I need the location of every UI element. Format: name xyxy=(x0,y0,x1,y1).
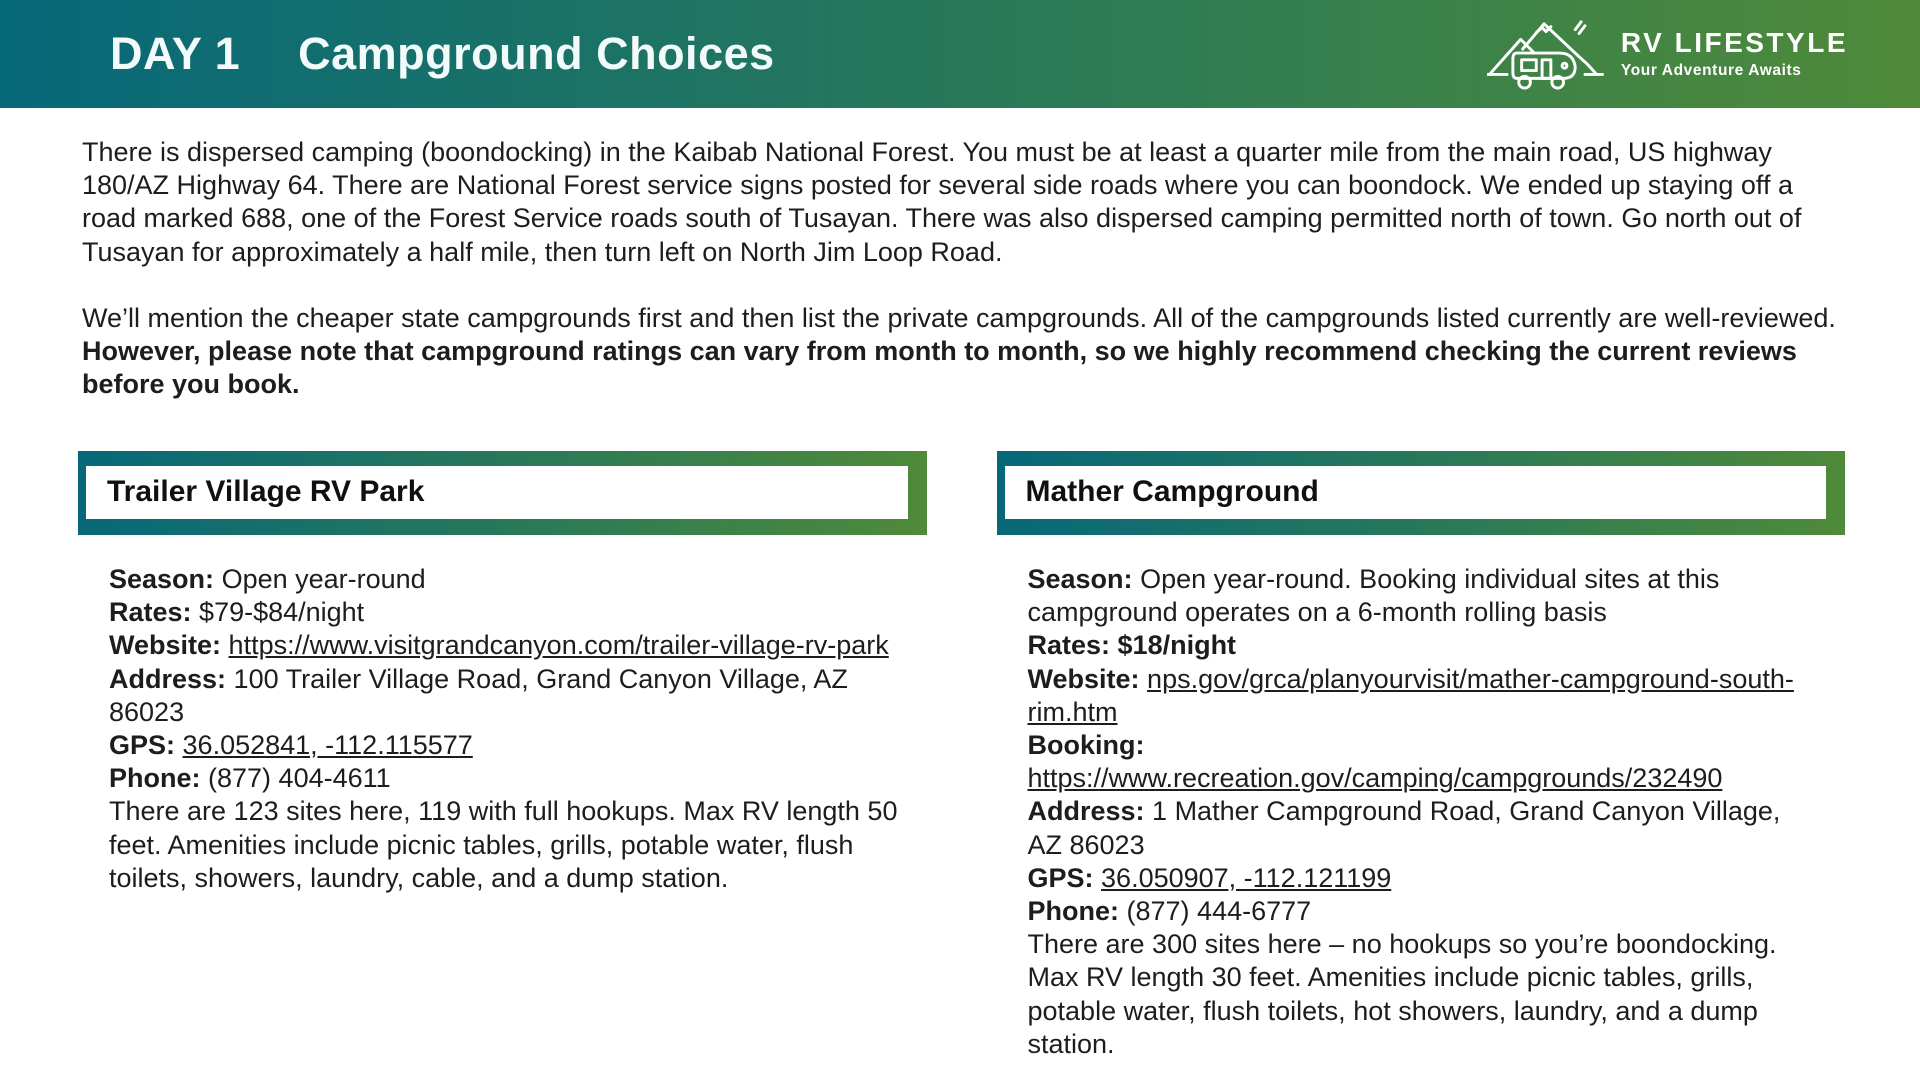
card-description: There are 300 sites here – no hookups so you’re boondocking. Max RV length 30 feet. Amenities include picnic tables, grills, potable water, flush toilets, hot showers, laundry, and a dump station. xyxy=(1027,929,1777,1059)
address-label: Address: xyxy=(109,663,227,694)
gps-label: GPS: xyxy=(1027,862,1094,893)
phone-line xyxy=(1028,895,1818,928)
season-line xyxy=(1028,563,1818,629)
address-line xyxy=(1028,795,1818,861)
phone-label: Phone: xyxy=(109,763,201,794)
website-link[interactable]: nps.gov/grca/planyourvisit/mather-campground-south-rim.htm xyxy=(1027,663,1794,727)
gps-link[interactable]: 36.050907, -112.121199 xyxy=(1101,862,1392,893)
card-mather-body xyxy=(997,535,1846,1061)
card-mather-title-box xyxy=(1005,466,1827,519)
website-label: Website: xyxy=(109,630,222,661)
page-title xyxy=(110,28,775,80)
booking-link[interactable]: https://www.recreation.gov/camping/campgrounds/232490 xyxy=(1027,763,1723,794)
website-line xyxy=(109,629,899,662)
card-description: There are 123 sites here, 119 with full hookups. Max RV length 50 feet. Amenities include picnic tables, grills, potable water, flush toilets, showers, laundry, cable, and a dump station. xyxy=(109,796,898,893)
intro-paragraph-2 xyxy=(82,302,1845,402)
intro-paragraph-1: There is dispersed camping (boondocking) in the Kaibab National Forest. You must be at least a quarter mile from the main road, US highway 180/AZ Highway 64. There are National Forest service signs posted for several side roads where you can boondock. We ended up staying off a road marked 688, one of the Forest Service roads south of Tusayan. There was also dispersed camping permitted north of town. Go north out of Tusayan for approximately a half mile, then turn left on North Jim Loop Road. xyxy=(82,137,1802,267)
website-link[interactable]: https://www.visitgrandcanyon.com/trailer-village-rv-park xyxy=(228,630,889,661)
card-trailer-village-body xyxy=(78,535,927,895)
address-value: 1 Mather Campground Road, Grand Canyon Village, AZ 86023 xyxy=(1027,796,1781,860)
address-value: 100 Trailer Village Road, Grand Canyon Village, AZ 86023 xyxy=(109,663,848,727)
season-line xyxy=(109,563,899,596)
phone-label: Phone: xyxy=(1027,895,1119,926)
booking-line xyxy=(1028,729,1818,795)
season-label: Season: xyxy=(109,563,215,594)
card-trailer-village-title-box xyxy=(86,466,908,519)
address-line xyxy=(109,663,899,729)
rates-line: Rates: $18/night xyxy=(1027,630,1237,661)
intro-section xyxy=(0,108,1920,401)
address-label: Address: xyxy=(1027,796,1145,827)
rv-lifestyle-logo xyxy=(1487,16,1848,92)
day-label: DAY 1 xyxy=(110,28,241,79)
rv-mountain-icon xyxy=(1487,16,1605,92)
website-label: Website: xyxy=(1027,663,1140,694)
rates-line xyxy=(109,596,899,629)
website-line xyxy=(1028,663,1818,729)
logo-tagline-text: Your Adventure Awaits xyxy=(1620,61,1802,79)
rates-label: Rates: xyxy=(109,597,192,628)
card-mather xyxy=(997,451,1846,1061)
rates-value: $79-$84/night xyxy=(199,597,365,628)
intro-paragraph-2-bold: However, please note that campground ratings can vary from month to month, so we highly recommend checking the current reviews before you book. xyxy=(82,336,1797,400)
gps-label: GPS: xyxy=(109,729,176,760)
phone-value: (877) 444-6777 xyxy=(1126,895,1312,926)
card-trailer-village xyxy=(78,451,927,1061)
card-trailer-village-title: Trailer Village RV Park xyxy=(107,475,425,509)
gps-line xyxy=(109,729,899,762)
page-header-banner xyxy=(0,0,1920,108)
season-value: Open year-round. Booking individual sites at this campground operates on a 6-month rolling basis xyxy=(1027,563,1720,628)
card-mather-title: Mather Campground xyxy=(1025,475,1319,509)
booking-label: Booking: xyxy=(1027,729,1145,760)
card-mather-header xyxy=(997,451,1846,535)
card-trailer-village-header xyxy=(78,451,927,535)
season-label: Season: xyxy=(1027,563,1133,594)
phone-line xyxy=(109,762,899,795)
campground-cards-row xyxy=(0,451,1920,1061)
gps-line xyxy=(1028,862,1818,895)
logo-brand-text: RV LIFESTYLE xyxy=(1620,27,1848,59)
gps-link[interactable]: 36.052841, -112.115577 xyxy=(182,729,473,760)
season-value: Open year-round xyxy=(221,563,426,594)
intro-paragraph-2-normal: We’ll mention the cheaper state campgrounds first and then list the private campgrounds. All of the campgrounds listed currently are well-reviewed. xyxy=(82,302,1836,333)
page-title-text: Campground Choices xyxy=(298,28,775,79)
phone-value: (877) 404-4611 xyxy=(208,763,391,794)
